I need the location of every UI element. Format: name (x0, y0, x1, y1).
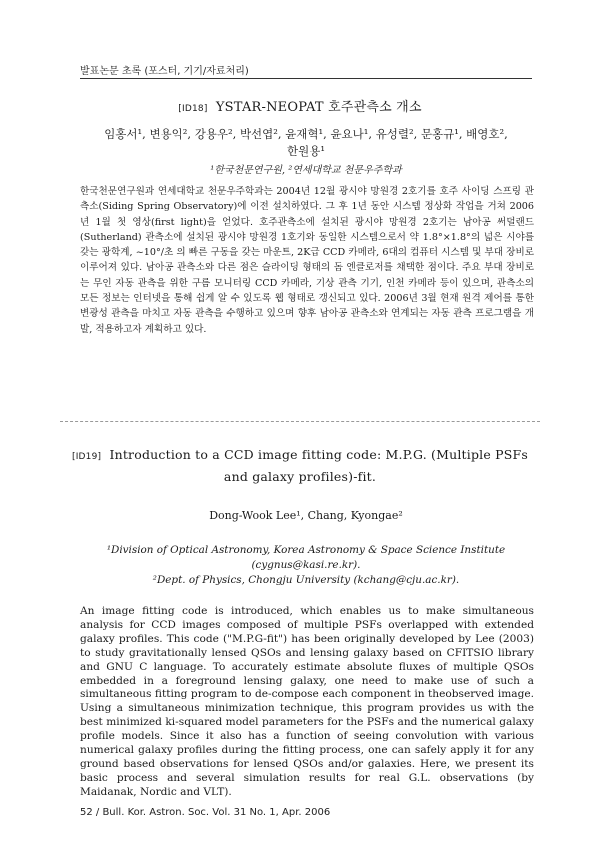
paper2-affiliation-1-email: (cygnus@kasi.re.kr). (251, 559, 361, 571)
paper2-affiliation-2: ²Dept. of Physics, Chongju University (kchang@cju.ac.kr). (152, 574, 460, 586)
header-rule (80, 78, 532, 79)
paper2-title-line2: and galaxy profiles)-fit. (223, 469, 377, 484)
paper1-authors (80, 126, 532, 160)
paper1-affiliation: ¹한국천문연구원, ²연세대학교 천문우주학과 (210, 165, 402, 176)
paper2-title-line1: Introduction to a CCD image fitting code: M.P.G. (Multiple PSFs (109, 447, 529, 462)
paper1-id: [ID18] (178, 104, 208, 114)
paper1-abstract: 한국천문연구원과 연세대학교 천문우주학과는 2004년 12월 광시야 망원경 2호기를 호주 사이딩 스프링 관측소(Siding Spring Observatory)에 이전 설치하였다. 그 후 1년 동안 시스템 정상화 작업을 거쳐 2006년 1월 첫 영상(first light)을 얻었다. 호주관측소에 설치된 광시야 망원경 2호기는 남아공 써덜랜드(Sutherland) 관측소에 설치된 광시야 망원경 1호기와 동일한 시스템으로서 약 1.8°×1.8°의 넓은 시야를 갖는 광학계, ~10°/초 의 빠른 구동을 갖는 마운트, 2K급 CCD 카메라, 6대의 컴퓨터 시스템 및 부대 장비로 이루어져 있다. 남아공 관측소와 다른 점은 슬라이딩 형태의 돔 엔클로저를 채택한 점이다. 주요 부대 장비로는 무인 자동 관측을 위한 구름 모니터링 CCD 카메라, 기상 관측 기기, 인천 카메라 등이 있으며, 관측소의 모든 정보는 인터넷을 통해 쉽게 알 수 있도록 웹 형태로 갱신되고 있다. 2006년 3월 현재 원격 제어를 통한 변광성 관측을 마치고 자동 관측을 수행하고 있으며 향후 남아공 관측소와 연계되는 자동 관측 프로그램을 개발, 적용하고자 계획하고 있다. (80, 186, 534, 335)
paper2-authors: Dong-Wook Lee¹, Chang, Kyongae² (209, 509, 403, 522)
section-separator (60, 421, 540, 422)
paper2-title-block (0, 445, 600, 487)
paper2-id: [ID19] (71, 452, 102, 462)
paper1-title-block (0, 96, 600, 115)
paper2-affiliation-1: ¹Division of Optical Astronomy, Korea Astronomy & Space Science Institute (106, 544, 506, 556)
paper1-authors-line1: 임홍서¹, 변용익², 강용우², 박선엽², 윤재혁¹, 윤요나¹, 유성렬², 문홍규¹, 배영호², (104, 127, 508, 141)
page-footer: 52 / Bull. Kor. Astron. Soc. Vol. 31 No. 1, Apr. 2006 (80, 807, 331, 818)
page-header: 발표논문 초록 (포스터, 기기/자료처리) (80, 66, 249, 77)
paper1-authors-line2: 한원용¹ (287, 144, 325, 158)
paper1-title: YSTAR-NEOPAT 호주관측소 개소 (215, 100, 422, 115)
paper2-abstract: An image fitting code is introduced, which enables us to make simultaneous analysis for CCD images composed of multiple PSFs overlapped with extended galaxy profiles. This code ("M.P.G-fit") has been originally developed by Lee (2003) to study gravitationally lensed QSOs and lensing galaxy based on CFITSIO library and GNU C language. To accurately estimate absolute fluxes of multiple QSOs embedded in a foreground lensing galaxy, one need to make use of such a simultaneous fitting program to de-compose each component in theobserved image. Using a simultaneous minimization technique, this program provides us with the best minimized ki-squared model parameters for the PSFs and the numerical galaxy profile models. Since it also has a function of seeing convolution with various numerical galaxy profiles during the fitting process, one can safely apply it for any ground based observations for lensed QSOs and/or galaxies. Here, we present its basic process and several simulation results for real G.L. observations (by Maidanak, Nordic and VLT). (80, 605, 534, 798)
